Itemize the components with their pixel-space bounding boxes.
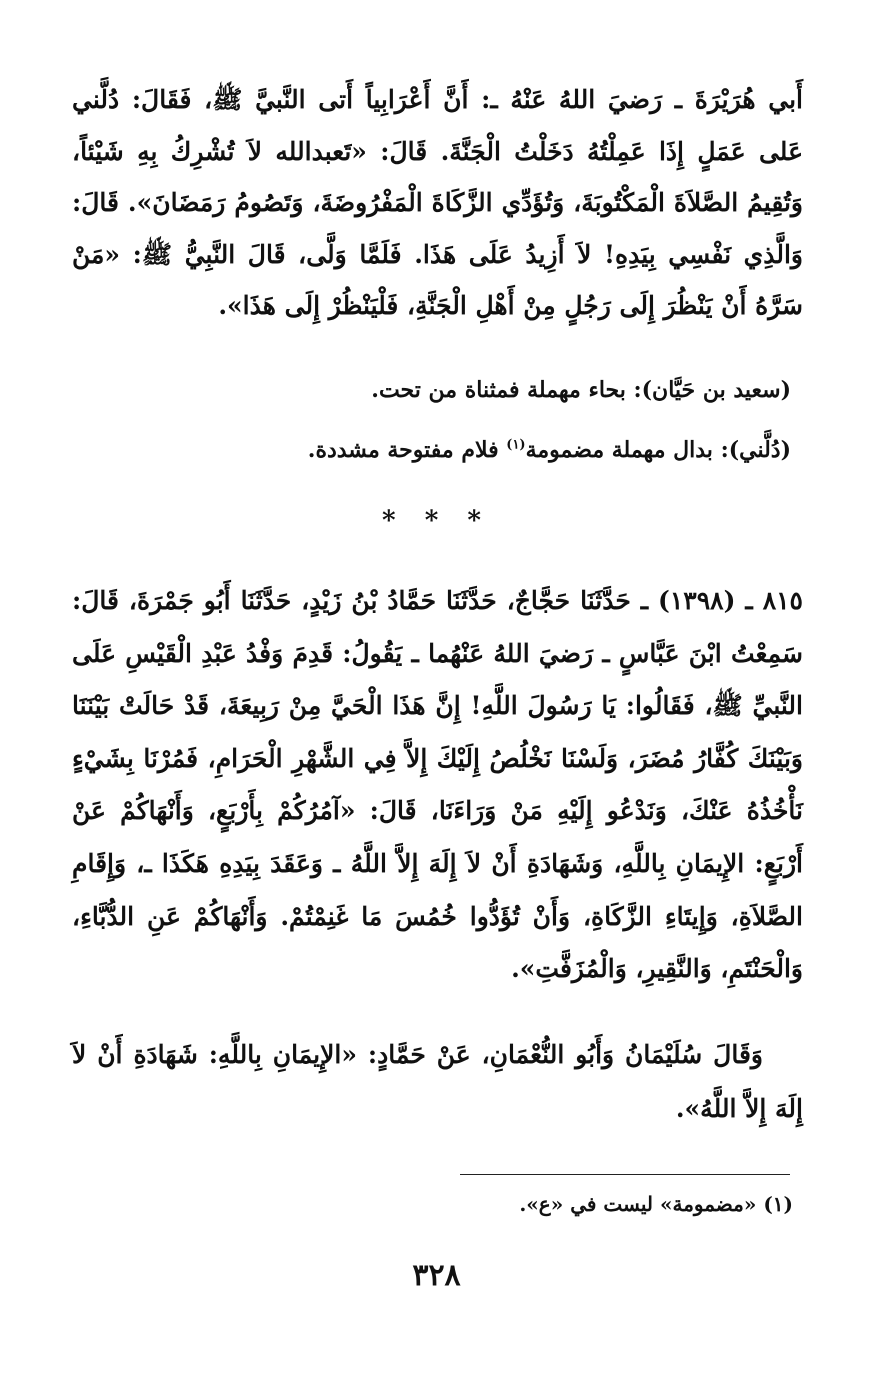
footnote-reference: (١) — [506, 437, 526, 453]
page-number: ٣٢٨ — [412, 1258, 461, 1293]
alternate-narration-paragraph: وَقَالَ سُلَيْمَانُ وَأَبُو النُّعْمَانِ، عَنْ حَمَّادٍ: «الإِيمَانِ بِاللَّهِ: شَهَادَةِ أَنْ لاَ إِلَهَ إِلاَّ اللَّهُ». — [72, 1040, 803, 1123]
gloss-note-dullani — [91, 437, 791, 463]
section-separator: * * * — [382, 506, 491, 536]
footnote-divider — [460, 1174, 790, 1175]
gloss-note-said-bin-hayyan: (سعيد بن حَيَّان): بحاء مهملة فمثناة من تحت. — [371, 377, 791, 403]
gloss-note-text: (دُلَّني): بدال مهملة مضمومة — [525, 437, 791, 463]
hadith-815-paragraph: ٨١٥ ـ (١٣٩٨) ـ حَدَّثَنَا حَجَّاجٌ، حَدَّثَنَا حَمَّادُ بْنُ زَيْدٍ، حَدَّثَنَا أَبُو جَمْرَةَ، قَالَ: سَمِعْتُ ابْنَ عَبَّاسٍ ـ رَضيَ اللهُ عَنْهُما ـ يَقُولُ: قَدِمَ وَفْدُ عَبْدِ الْقَيْسِ عَلَى النَّبيِّ ﷺ، فَقَالُوا: يَا رَسُولَ اللَّهِ! إِنَّ هَذَا الْحَيَّ مِنْ رَبِيعَةَ، قَدْ حَالَتْ بَيْنَنَا وَبَيْنَكَ كُفَّارُ مُضَرَ، وَلَسْنَا نَخْلُصُ إِلَيْكَ إِلاَّ فِي الشَّهْرِ الْحَرَامِ، فَمُرْنَا بِشَيْءٍ نَأْخُذُهُ عَنْكَ، وَنَدْعُو إِلَيْهِ مَنْ وَرَاءَنَا، قَالَ: «آمُرُكُمْ بِأَرْبَعٍ، وَأَنْهَاكُمْ عَنْ أَرْبَعٍ: الإِيمَانِ بِاللَّهِ، وَشَهَادَةِ أَنْ لاَ إِلَهَ إِلاَّ اللَّهُ ـ وَعَقَدَ بِيَدِهِ هَكَذَا ـ، وَإِقَامِ الصَّلاَةِ، وَإِيتَاءِ الزَّكَاةِ، وَأَنْ تُؤَدُّوا خُمُسَ مَا غَنِمْتُمْ. وَأَنْهَاكُمْ عَنِ الدُّبَّاءِ، وَالْحَنْتَمِ، وَالنَّقِيرِ، وَالْمُزَفَّتِ». — [72, 586, 803, 984]
gloss-note-text-end: فلام مفتوحة مشددة. — [307, 437, 507, 463]
hadith-continuation-paragraph: أَبي هُرَيْرَةَ ـ رَضيَ اللهُ عَنْهُ ـ: أَنَّ أَعْرَابِياً أَتى النَّبيَّ ﷺ، فَقَالَ: دُلَّني عَلى عَمَلٍ إِذَا عَمِلْتُهُ دَخَلْتُ الْجَنَّةَ. قَالَ: «تَعبدالله لاَ تُشْرِكُ بِهِ شَيْئاً، وَتُقِيمُ الصَّلاَةَ الْمَكْتُوبَةَ، وَتُؤَدِّي الزَّكَاةَ الْمَفْرُوضَةَ، وَتَصُومُ رَمَضَانَ». قَالَ: وَالَّذِي نَفْسِي بِيَدِهِ! لاَ أَزِيدُ عَلَى هَذَا. فَلَمَّا وَلَّى، قَالَ النَّبِيُّ ﷺ: «مَنْ سَرَّهُ أَنْ يَنْظُرَ إِلَى رَجُلٍ مِنْ أَهْلِ الْجَنَّةِ، فَلْيَنْظُرْ إِلَى هَذَا». — [72, 85, 803, 320]
footnote: (١) «مضمومة» ليست في «ع». — [519, 1192, 793, 1216]
